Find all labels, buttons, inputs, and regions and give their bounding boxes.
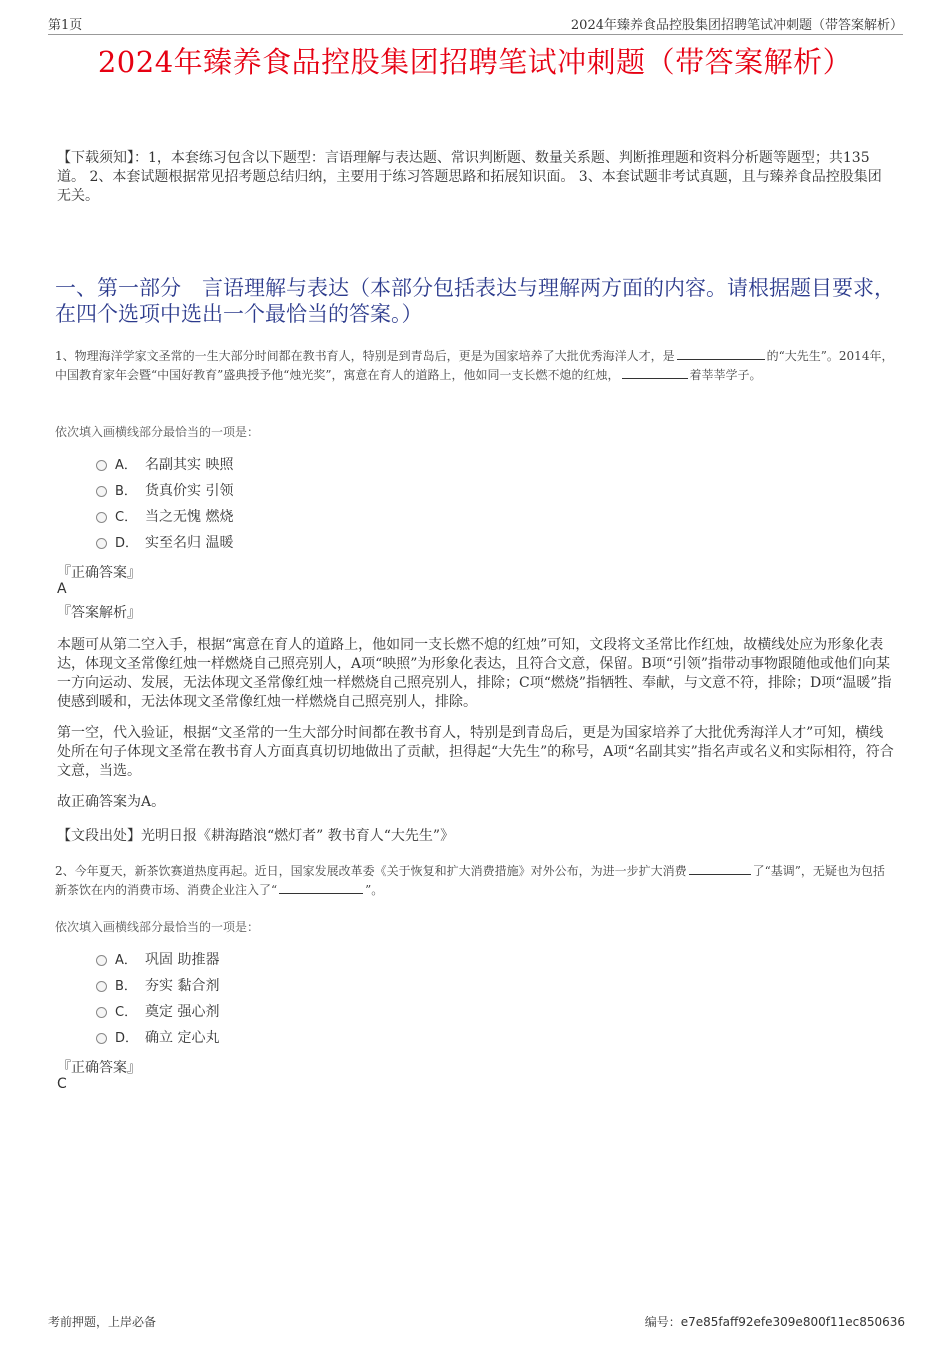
radio-icon[interactable] [96, 512, 107, 523]
blank-2 [622, 366, 688, 379]
q1-answer-label: 『正确答案』 [57, 565, 141, 581]
question-2-text: 2、今年夏天，新茶饮赛道热度再起。近日，国家发展改革委《关于恢复和扩大消费措施》对外公布，为进一步扩大消费 了“基调”，无疑也为包括新茶饮在内的消费市场、消费企业注入了“ ”。 [55, 864, 885, 897]
q1-conclusion: 故正确答案为A。 [57, 794, 166, 810]
radio-icon[interactable] [96, 981, 107, 992]
q1-analysis-p2: 第一空，代入验证，根据“文圣常的一生大部分时间都在教书育人，特别是到青岛后，更是为国家培养了大批优秀海洋人才”可知，横线处所在句子体现文圣常在教书育人方面真真切切地做出了贡献，担得起“大先生”的称号，A项“名副其实”指名声或名义和实际相符，符合文意，当选。 [57, 725, 894, 779]
q1-option-d[interactable]: D． 实至名归 温暖 [96, 533, 233, 553]
q1-option-c[interactable]: C． 当之无愧 燃烧 [96, 507, 233, 527]
q1-option-b[interactable]: B． 货真价实 引领 [96, 481, 233, 501]
radio-icon[interactable] [96, 1033, 107, 1044]
footer-code: 编号：e7e85faff92efe309e800f11ec850636 [644, 1315, 905, 1329]
radio-icon[interactable] [96, 460, 107, 471]
q2-answer: C [57, 1076, 67, 1092]
q2-option-d[interactable]: D． 确立 定心丸 [96, 1028, 219, 1048]
q1-answer: A [57, 581, 67, 597]
question-1-prompt: 依次填入画横线部分最恰当的一项是： [55, 425, 260, 439]
blank-2 [279, 881, 363, 894]
download-notice: 【下载须知】：1，本套练习包含以下题型：言语理解与表达题、常识判断题、数量关系题、判断推理题和资料分析题等题型；共135道。 2、本套试题根据常见招考题总结归纳，主要用于练习答题思路和拓展知识面。 3、本套试题非考试真题，且与臻养食品控股集团无关。 [57, 150, 882, 204]
q2-option-b[interactable]: B． 夯实 黏合剂 [96, 976, 219, 996]
q1-analysis-label: 『答案解析』 [57, 605, 141, 621]
header-doc-title: 2024年臻养食品控股集团招聘笔试冲刺题（带答案解析） [570, 18, 903, 33]
blank-1 [689, 862, 751, 875]
question-1-text: 1、物理海洋学家文圣常的一生大部分时间都在教书育人，特别是到青岛后，更是为国家培养了大批优秀海洋人才，是 的“大先生”。2014年，中国教育家年会暨“中国好教育”盛典授予他“烛光奖”，寓意在育人的道路上，他如同一支长燃不熄的红烛， 着莘莘学子。 [55, 349, 894, 382]
q2-answer-label: 『正确答案』 [57, 1060, 141, 1076]
blank-1 [677, 347, 765, 360]
radio-icon[interactable] [96, 1007, 107, 1018]
q1-source: 【文段出处】光明日报《耕海踏浪“燃灯者” 教书育人“大先生”》 [57, 828, 455, 844]
radio-icon[interactable] [96, 538, 107, 549]
q2-option-a[interactable]: A． 巩固 助推器 [96, 950, 219, 970]
footer-slogan: 考前押题，上岸必备 [48, 1315, 157, 1329]
radio-icon[interactable] [96, 955, 107, 966]
document-title: 2024年臻养食品控股集团招聘笔试冲刺题（带答案解析） [97, 45, 853, 79]
section-title: 一、第一部分 言语理解与表达（本部分包括表达与理解两方面的内容。请根据题目要求，在四个选项中选出一个最恰当的答案。） [55, 276, 895, 326]
question-2-prompt: 依次填入画横线部分最恰当的一项是： [55, 920, 260, 934]
page-number: 第1页 [48, 18, 83, 33]
page-header [48, 14, 903, 35]
q2-option-c[interactable]: C． 奠定 强心剂 [96, 1002, 219, 1022]
radio-icon[interactable] [96, 486, 107, 497]
q1-option-a[interactable]: A． 名副其实 映照 [96, 455, 233, 475]
q1-analysis-p1: 本题可从第二空入手，根据“寓意在育人的道路上，他如同一支长燃不熄的红烛”可知，文段将文圣常比作红烛，故横线处应为形象化表达，体现文圣常像红烛一样燃烧自己照亮别人，A项“映照”为形象化表达，且符合文意，保留。B项“引领”指带动事物跟随他或他们向某一方向运动、发展，无法体现文圣常像红烛一样燃烧自己照亮别人，排除；C项“燃烧”指牺牲、奉献，与文意不符，排除；D项“温暖”指使感到暖和，无法体现文圣常像红烛一样燃烧自己照亮别人，排除。 [57, 637, 892, 710]
